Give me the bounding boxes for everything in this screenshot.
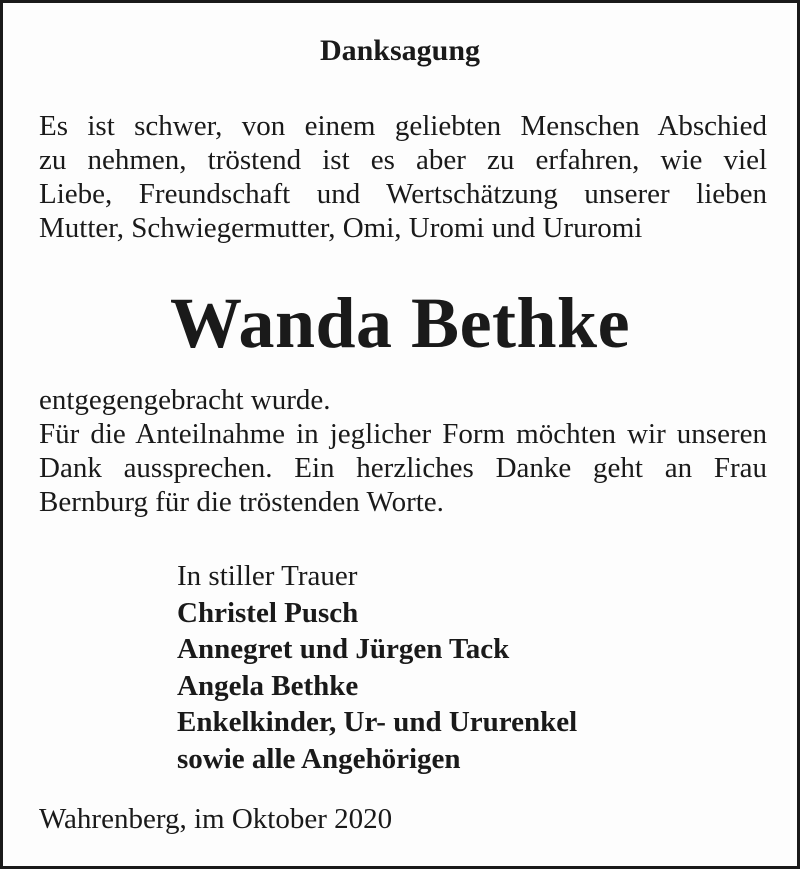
- deceased-name: Wanda Bethke: [169, 283, 631, 363]
- intro-line: zu nehmen, tröstend ist es aber zu erfahren, wie viel: [39, 144, 767, 176]
- outro-line: entgegengebracht wurde.: [39, 384, 331, 416]
- place-and-date: Wahrenberg, im Oktober 2020: [39, 803, 393, 835]
- signer-name: Enkelkinder, Ur- und Ururenkel: [177, 706, 578, 738]
- intro-line: Liebe, Freundschaft und Wertschätzung unserer lieben: [39, 178, 767, 210]
- signer-name: Annegret und Jürgen Tack: [177, 633, 510, 665]
- outro-line: Für die Anteilnahme in jeglicher Form möchten wir unseren: [39, 418, 767, 450]
- outro-line: Dank aussprechen. Ein herzliches Danke geht an Frau: [39, 452, 767, 484]
- intro-line: Es ist schwer, von einem geliebten Menschen Abschied: [39, 110, 767, 142]
- signers-block: [177, 558, 577, 777]
- outro-paragraph: [39, 383, 767, 519]
- notice-heading: Danksagung: [319, 34, 481, 67]
- mourning-phrase: In stiller Trauer: [177, 560, 358, 592]
- signer-name: sowie alle Angehörigen: [177, 742, 461, 775]
- signer-name: Angela Bethke: [177, 669, 359, 702]
- signer-name: Christel Pusch: [177, 596, 359, 629]
- intro-line: Mutter, Schwiegermutter, Omi, Uromi und Ururomi: [39, 212, 643, 244]
- outro-line: Bernburg für die tröstenden Worte.: [39, 486, 444, 518]
- intro-paragraph: [39, 109, 767, 245]
